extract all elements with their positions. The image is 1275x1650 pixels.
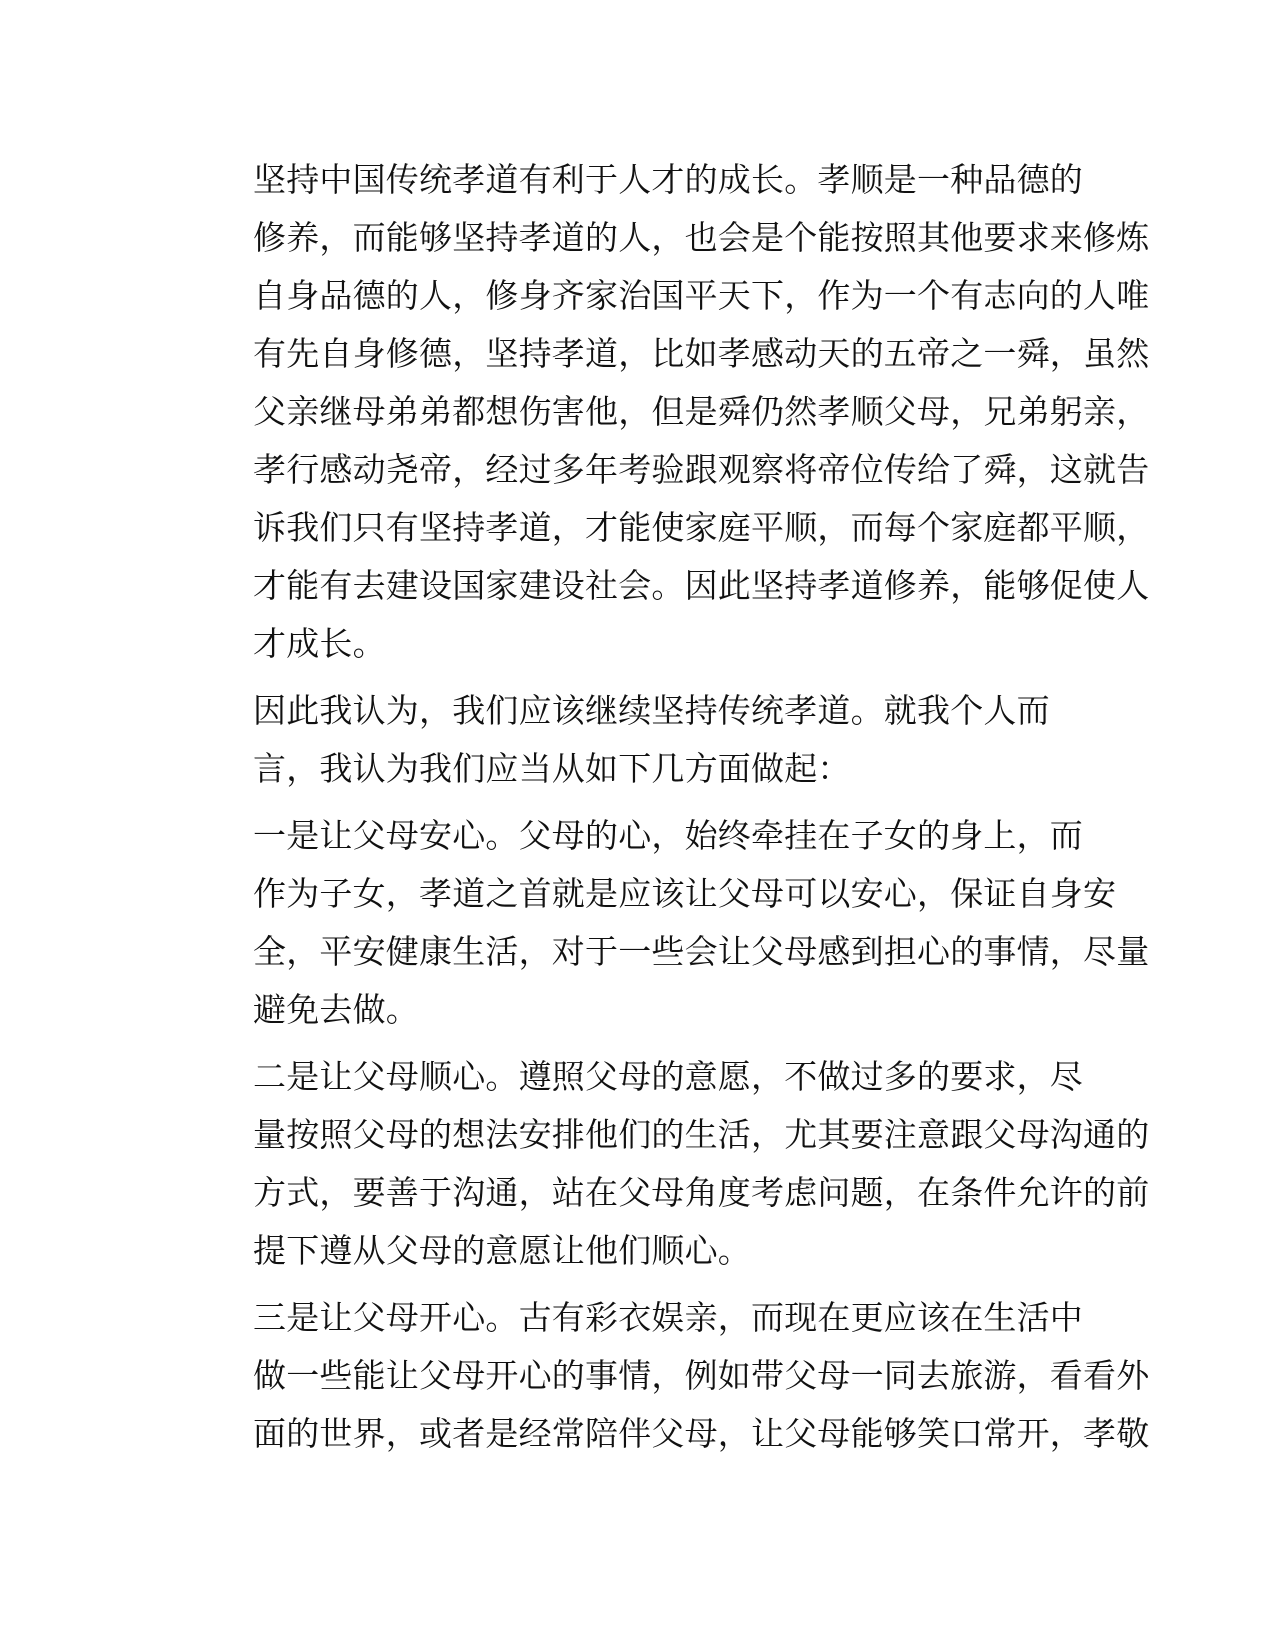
text-line: 避免去做。 <box>253 990 419 1029</box>
text-line: 言，我认为我们应当从如下几方面做起： <box>253 749 851 788</box>
paragraph-point-one <box>187 807 1150 1039</box>
text-line: 坚持中国传统孝道有利于人才的成长。孝顺是一种品德的 <box>253 160 1083 199</box>
paragraph-point-two <box>187 1048 1150 1280</box>
paragraph-point-three <box>187 1289 1150 1463</box>
text-line: 才成长。 <box>253 624 386 663</box>
text-line: 因此我认为，我们应该继续坚持传统孝道。就我个人而 <box>253 691 1050 730</box>
paragraph-talent-growth <box>187 151 1150 673</box>
text-line: 做一些能让父母开心的事情，例如带父母一同去旅游，看看外 <box>253 1356 1150 1395</box>
text-line: 二是让父母顺心。遵照父母的意愿，不做过多的要求，尽 <box>253 1057 1083 1096</box>
text-line: 面的世界，或者是经常陪伴父母，让父母能够笑口常开，孝敬 <box>253 1414 1150 1453</box>
text-line: 孝行感动尧帝，经过多年考验跟观察将帝位传给了舜，这就告 <box>253 450 1150 489</box>
text-line: 方式，要善于沟通，站在父母角度考虑问题，在条件允许的前 <box>253 1173 1150 1212</box>
document-body <box>187 151 1150 1472</box>
text-line: 提下遵从父母的意愿让他们顺心。 <box>253 1231 751 1270</box>
text-line: 作为子女，孝道之首就是应该让父母可以安心，保证自身安 <box>253 874 1117 913</box>
text-line: 有先自身修德，坚持孝道，比如孝感动天的五帝之一舜，虽然 <box>253 334 1150 373</box>
text-line: 父亲继母弟弟都想伤害他，但是舜仍然孝顺父母，兄弟躬亲， <box>253 392 1150 431</box>
text-line: 量按照父母的想法安排他们的生活，尤其要注意跟父母沟通的 <box>253 1115 1150 1154</box>
paragraph-conclusion-intro <box>187 682 1087 798</box>
text-line: 自身品德的人，修身齐家治国平天下，作为一个有志向的人唯 <box>253 276 1150 315</box>
text-line: 修养，而能够坚持孝道的人，也会是个能按照其他要求来修炼 <box>253 218 1150 257</box>
text-line: 一是让父母安心。父母的心，始终牵挂在子女的身上，而 <box>253 816 1083 855</box>
text-line: 诉我们只有坚持孝道，才能使家庭平顺，而每个家庭都平顺， <box>253 508 1150 547</box>
text-line: 三是让父母开心。古有彩衣娱亲，而现在更应该在生活中 <box>253 1298 1083 1337</box>
text-line: 才能有去建设国家建设社会。因此坚持孝道修养，能够促使人 <box>253 566 1150 605</box>
text-line: 全，平安健康生活，对于一些会让父母感到担心的事情，尽量 <box>253 932 1150 971</box>
